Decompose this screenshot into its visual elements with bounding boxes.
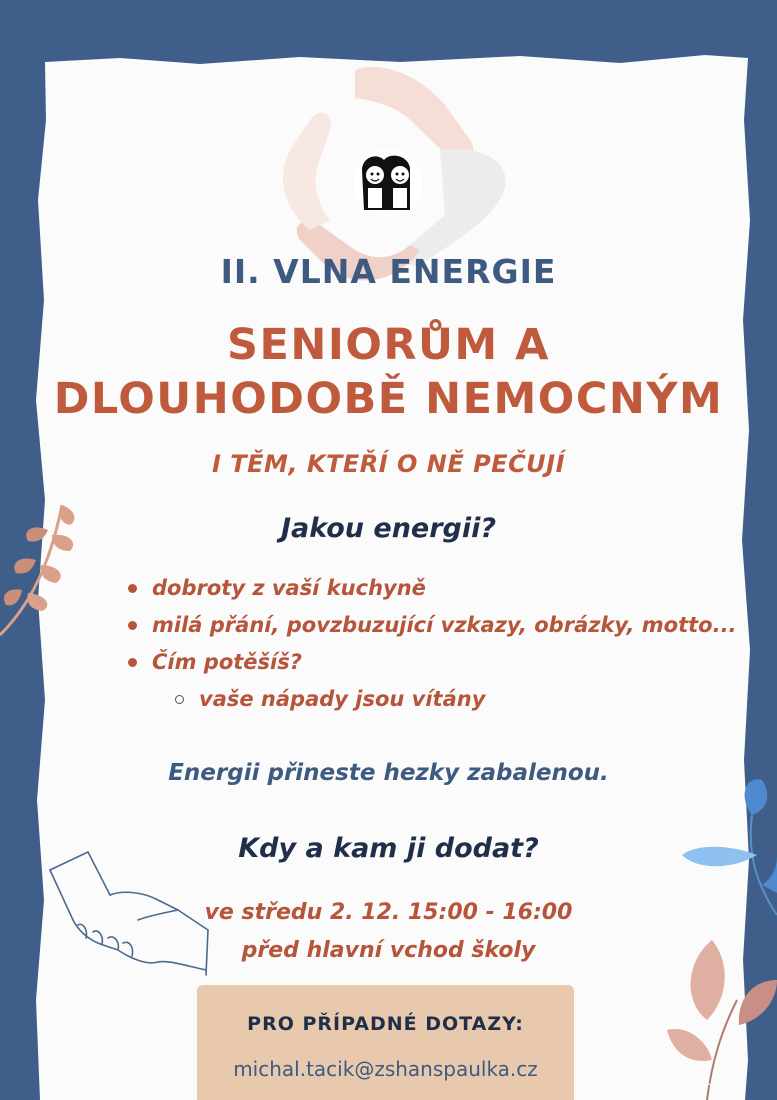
- contact-box: [197, 985, 574, 1100]
- author-signature: @zk: [677, 1070, 711, 1089]
- where-text: před hlavní vchod školy: [241, 938, 536, 963]
- list-item: milá přání, povzbuzující vzkazy, obrázky, motto...: [118, 607, 737, 644]
- title-line-2: DLOUHODOBĚ NEMOCNÝM: [53, 374, 724, 424]
- kids-logo-icon: [358, 153, 418, 213]
- list-subitem: vaše nápady jsou vítány: [165, 681, 737, 718]
- heading-wave: II. VLNA ENERGIE: [220, 252, 557, 291]
- energy-list: [118, 570, 737, 718]
- list-item: Čím potěšíš?: [118, 644, 737, 681]
- question-when-where: Kdy a kam ji dodat?: [238, 833, 539, 864]
- title-line-1: SENIORŮM A: [227, 320, 550, 370]
- contact-email[interactable]: michal.tacik@zshanspaulka.cz: [233, 1057, 538, 1081]
- contact-title: PRO PŘÍPADNÉ DOTAZY:: [247, 1013, 524, 1035]
- subtitle: I TĚM, KTEŘÍ O NĚ PEČUJÍ: [211, 450, 566, 478]
- question-what-energy: Jakou energii?: [280, 513, 497, 544]
- bullet-icon: [128, 658, 137, 667]
- list-item: dobroty z vaší kuchyně: [118, 570, 737, 607]
- bullet-icon: [128, 621, 137, 630]
- circle-bullet-icon: [175, 695, 184, 704]
- energy-note: Energii přineste hezky zabalenou.: [168, 760, 609, 786]
- bullet-icon: [128, 584, 137, 593]
- when-text: ve středu 2. 12. 15:00 - 16:00: [204, 900, 573, 925]
